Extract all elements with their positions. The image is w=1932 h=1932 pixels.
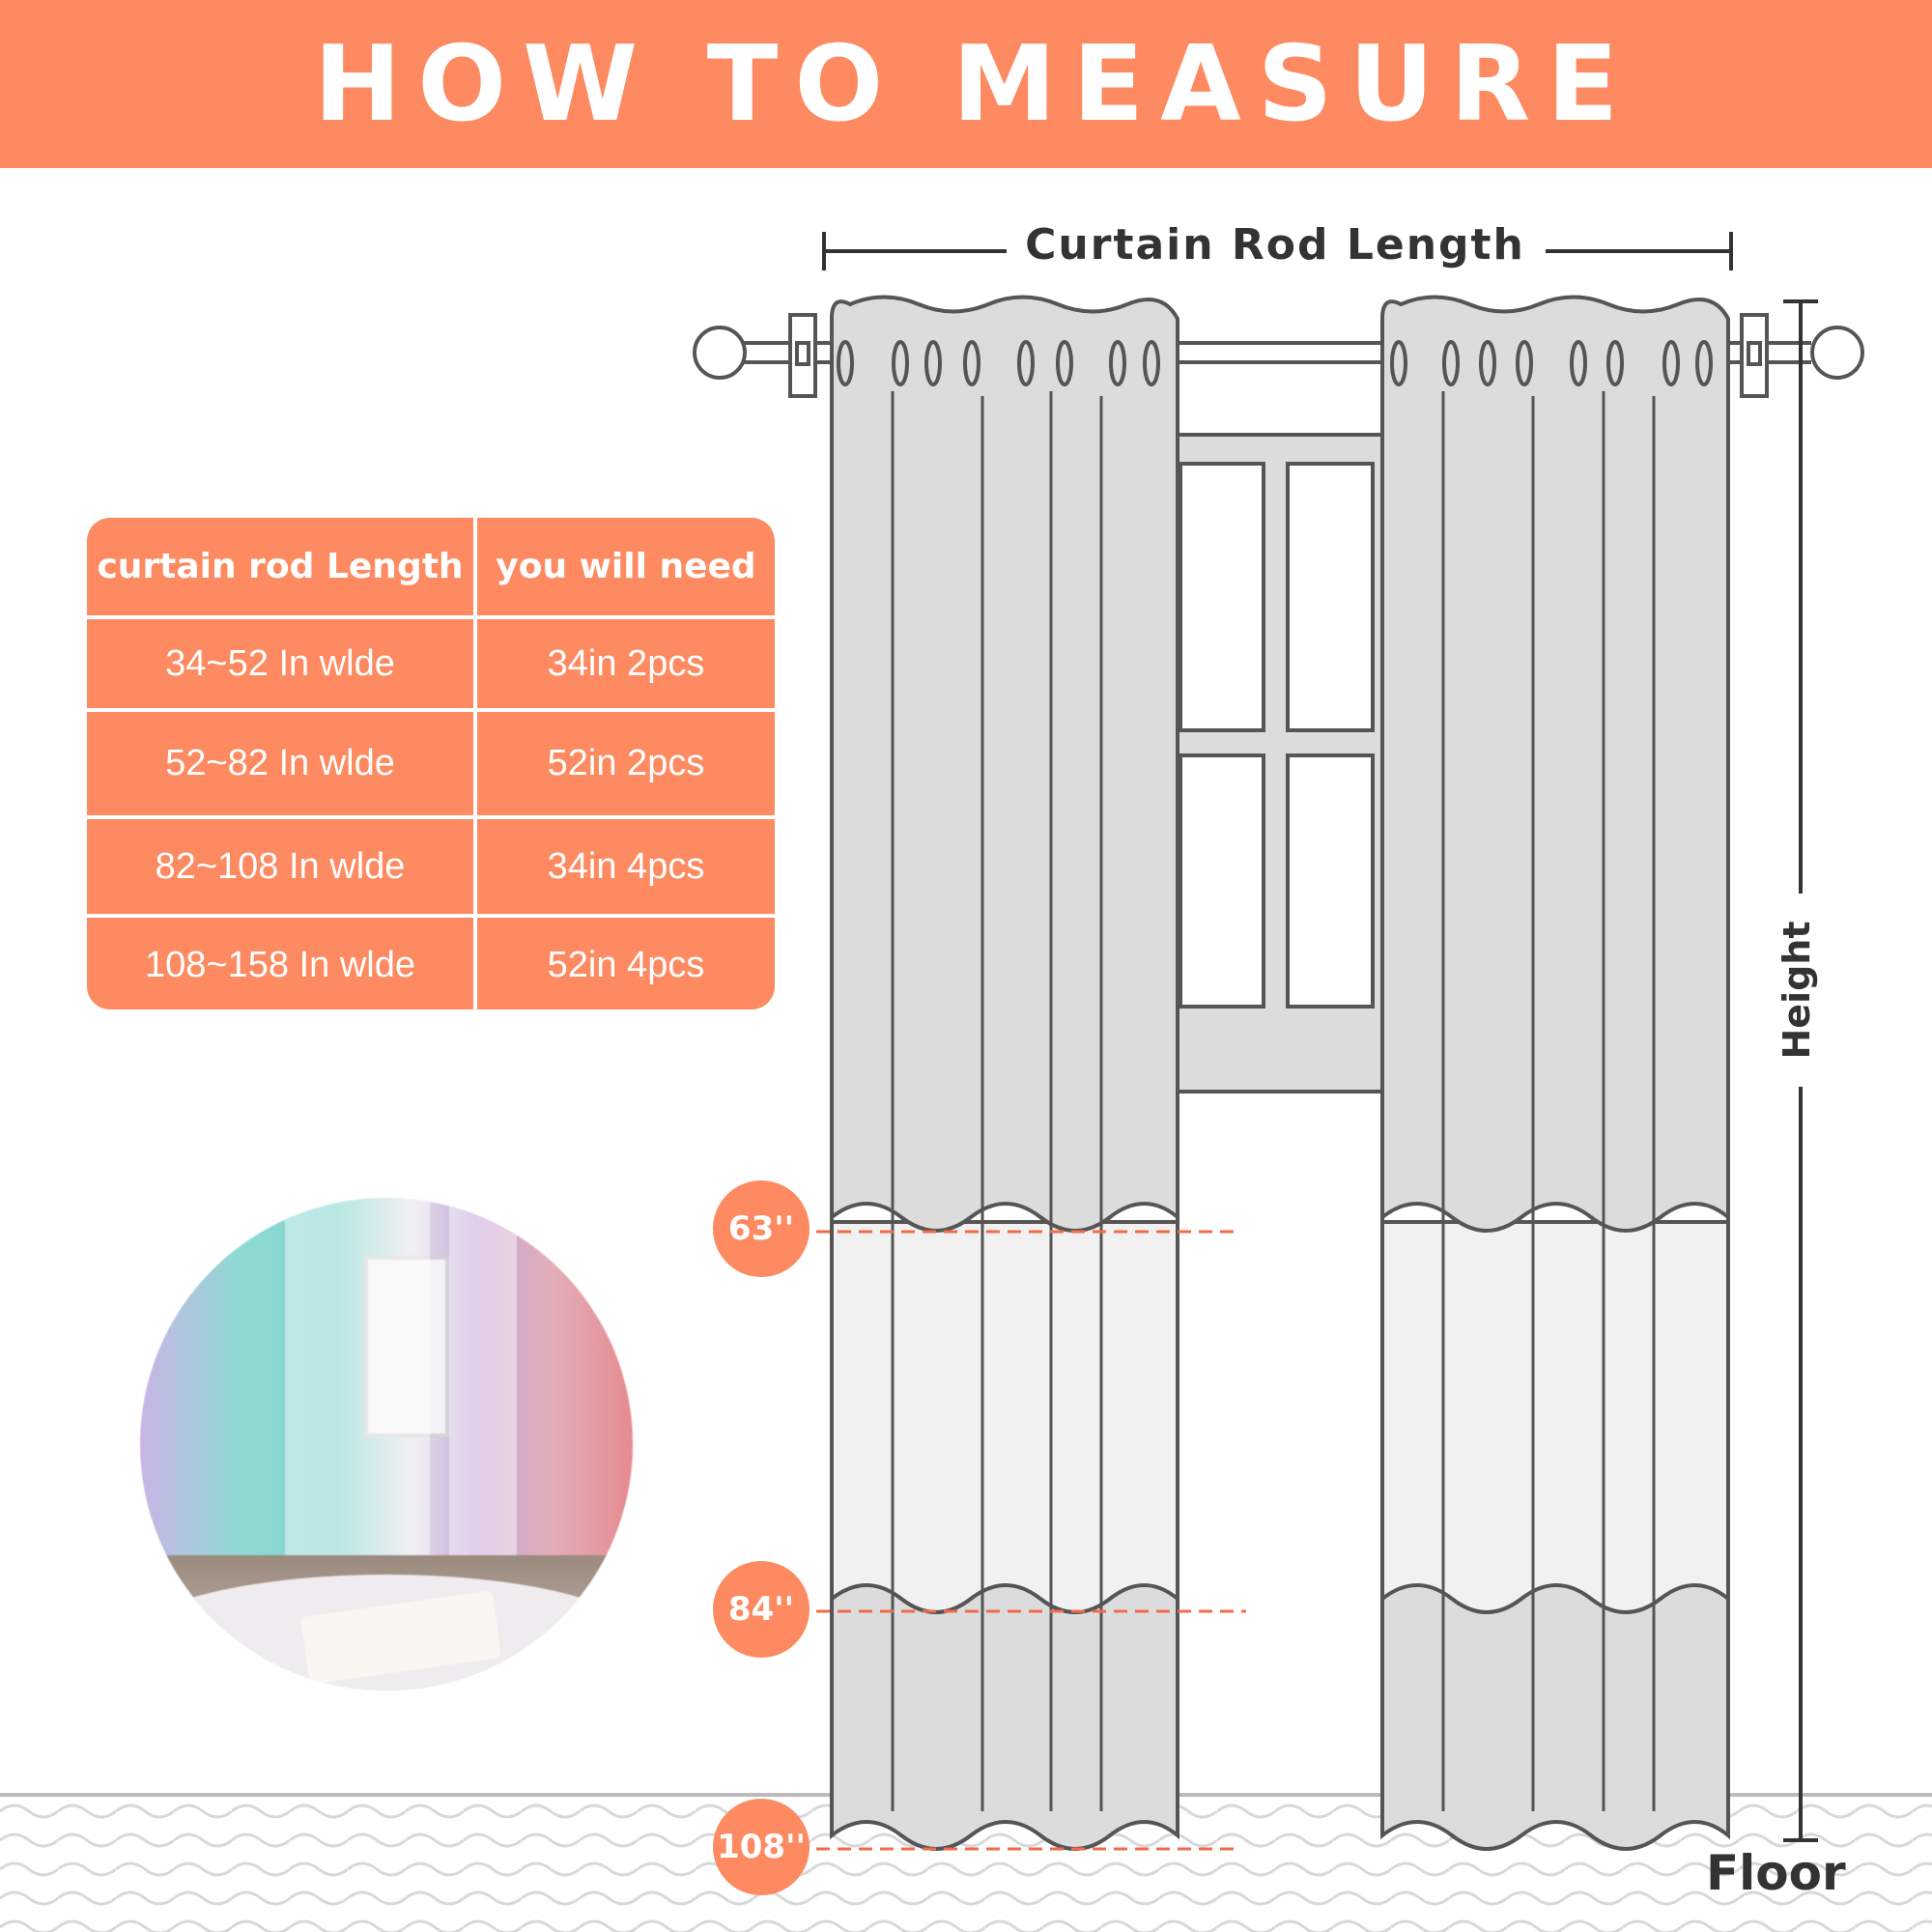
curtain-panel-left <box>832 298 1178 1850</box>
table-cell-rod-length: 82~108 In wlde <box>87 819 473 914</box>
table-header-you-will-need: you will need <box>477 518 775 615</box>
window <box>1174 435 1382 1092</box>
table-cell-need: 52in 4pcs <box>477 918 775 1009</box>
length-badge-label: 108'' <box>717 1828 806 1866</box>
height-label: Height <box>1773 894 1821 1087</box>
length-badge-63 <box>713 1180 810 1277</box>
product-photo <box>140 1198 633 1690</box>
table-cell-need: 34in 2pcs <box>477 619 775 708</box>
table-cell-need: 34in 4pcs <box>477 819 775 914</box>
table-header-rod-length: curtain rod Length <box>87 518 473 615</box>
table-cell-rod-length: 52~82 In wlde <box>87 712 473 815</box>
table-cell-rod-length: 108~158 In wlde <box>87 918 473 1009</box>
floor-label: Floor <box>1706 1845 1846 1901</box>
rod-finial-right <box>1812 327 1862 378</box>
table-cell-rod-length: 34~52 In wlde <box>87 619 473 708</box>
page-title: HOW TO MEASURE <box>313 23 1635 145</box>
size-table <box>87 518 775 1009</box>
table-cell-need: 52in 2pcs <box>477 712 775 815</box>
length-badge-label: 84'' <box>727 1590 795 1629</box>
length-badge-84 <box>713 1561 810 1658</box>
length-badge-label: 63'' <box>727 1209 795 1248</box>
rod-length-label: Curtain Rod Length <box>1025 220 1525 270</box>
curtain-panel-right <box>1382 298 1728 1850</box>
length-badge-108 <box>713 1799 810 1895</box>
rod-finial-left <box>695 327 745 378</box>
